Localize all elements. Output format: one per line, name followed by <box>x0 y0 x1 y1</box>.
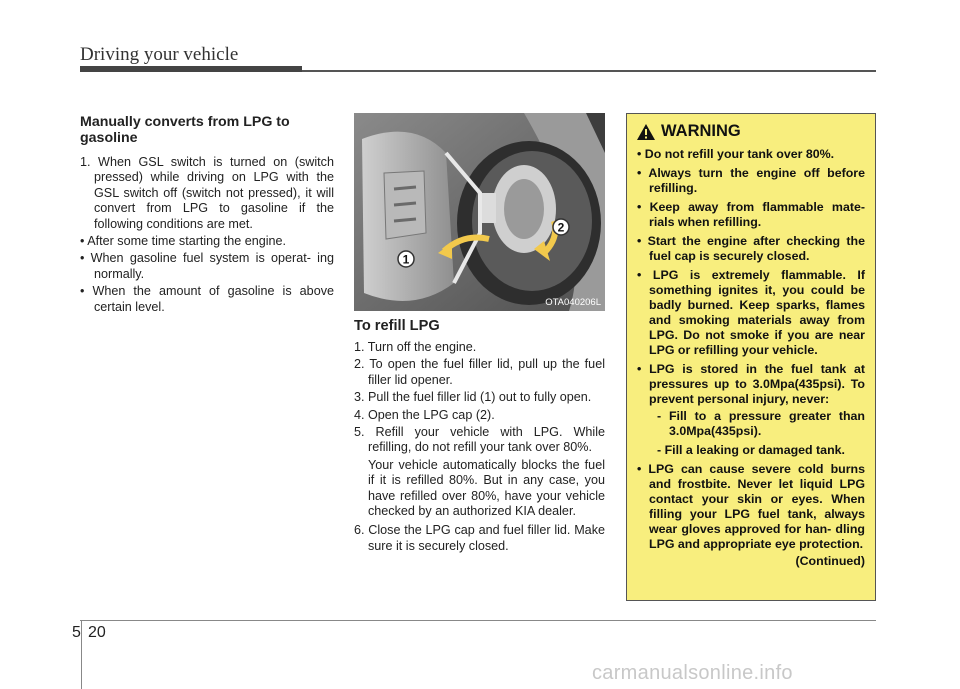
warning-item-text: • LPG is stored in the fuel tank at pressures up to 3.0Mpa(435psi). To prevent personal injury, never: <box>637 362 865 406</box>
header-bar <box>80 66 302 72</box>
continued-label: (Continued) <box>795 554 865 568</box>
conversion-step-1: 1. When GSL switch is turned on (switch pressed) while driving on LPG with the GSL switch off (switch not pressed), it will convert from LPG to gasoline if the following conditions are met. <box>80 155 334 231</box>
warning-sub-list <box>649 409 865 458</box>
watermark: carmanualsonline.info <box>592 662 793 684</box>
warning-list <box>627 147 875 552</box>
warning-sub-item: - Fill to a pressure greater than 3.0Mpa(435psi). <box>657 409 865 438</box>
callout-1-label: 1 <box>402 252 410 267</box>
warning-item <box>637 362 865 458</box>
conversion-condition: • When gasoline fuel system is operat- ing normally. <box>80 251 334 281</box>
refill-step: 3. Pull the fuel filler lid (1) out to fully open. <box>354 390 592 405</box>
refill-note: Your vehicle automatically blocks the fuel if it is refilled 80%. But in any case, you have refilled over 80%, have your vehicle checked by an authorized KIA dealer. <box>368 457 605 519</box>
refill-section <box>354 318 605 556</box>
figure-code: OTA040206L <box>545 297 601 308</box>
refill-step: 1. Turn off the engine. <box>354 340 477 354</box>
manual-conversion-heading: Manually converts from LPG to gasoline <box>80 114 290 146</box>
footer-divider <box>81 620 82 689</box>
refill-heading: To refill LPG <box>354 318 440 334</box>
refill-step: 5. Refill your vehicle with LPG. While refilling, do not refill your tank over 80%. <box>354 425 605 455</box>
footer-rule <box>80 620 876 621</box>
page-number: 20 <box>88 624 106 641</box>
warning-item: • Always turn the engine off before refilling. <box>637 166 865 195</box>
warning-item: • LPG is extremely flammable. If something ignites it, you could be badly burned. Keep sparks, flames and smoking materials away from LPG. Do not smoke if you are near LPG or refilling your vehicle. <box>637 268 865 357</box>
manual-conversion-section <box>80 114 334 317</box>
refill-step: 2. To open the fuel filler lid, pull up the fuel filler lid opener. <box>354 357 605 387</box>
refill-step: 4. Open the LPG cap (2). <box>354 407 495 422</box>
refill-steps <box>354 340 605 554</box>
warning-triangle-icon <box>637 124 655 140</box>
warning-header <box>637 122 875 141</box>
warning-item: • Keep away from flammable mate- rials when refilling. <box>637 200 865 229</box>
chapter-number: 5 <box>72 624 81 641</box>
conversion-condition: • When the amount of gasoline is above certain level. <box>80 284 334 314</box>
warning-sub-item: - Fill a leaking or damaged tank. <box>657 443 845 457</box>
conversion-condition: • After some time starting the engine. <box>80 234 287 249</box>
warning-item: • Do not refill your tank over 80%. <box>637 147 835 161</box>
warning-item: • Start the engine after checking the fuel cap is securely closed. <box>637 234 865 263</box>
warning-box <box>626 113 876 601</box>
fuel-filler-illustration <box>354 113 605 311</box>
manual-conversion-list <box>80 155 334 315</box>
section-title: Driving your vehicle <box>80 44 239 65</box>
refill-step: 6. Close the LPG cap and fuel filler lid. Make sure it is securely closed. <box>354 523 605 553</box>
warning-title: WARNING <box>661 122 741 140</box>
callout-2-label: 2 <box>557 220 565 235</box>
warning-item: • LPG can cause severe cold burns and frostbite. Never let liquid LPG contact your skin or eyes. When filling your LPG fuel tank, always wear gloves approved for han- dling LPG and appropriate eye protection. <box>637 462 865 551</box>
fuel-filler-photo <box>354 113 605 311</box>
header-rule <box>302 70 876 72</box>
